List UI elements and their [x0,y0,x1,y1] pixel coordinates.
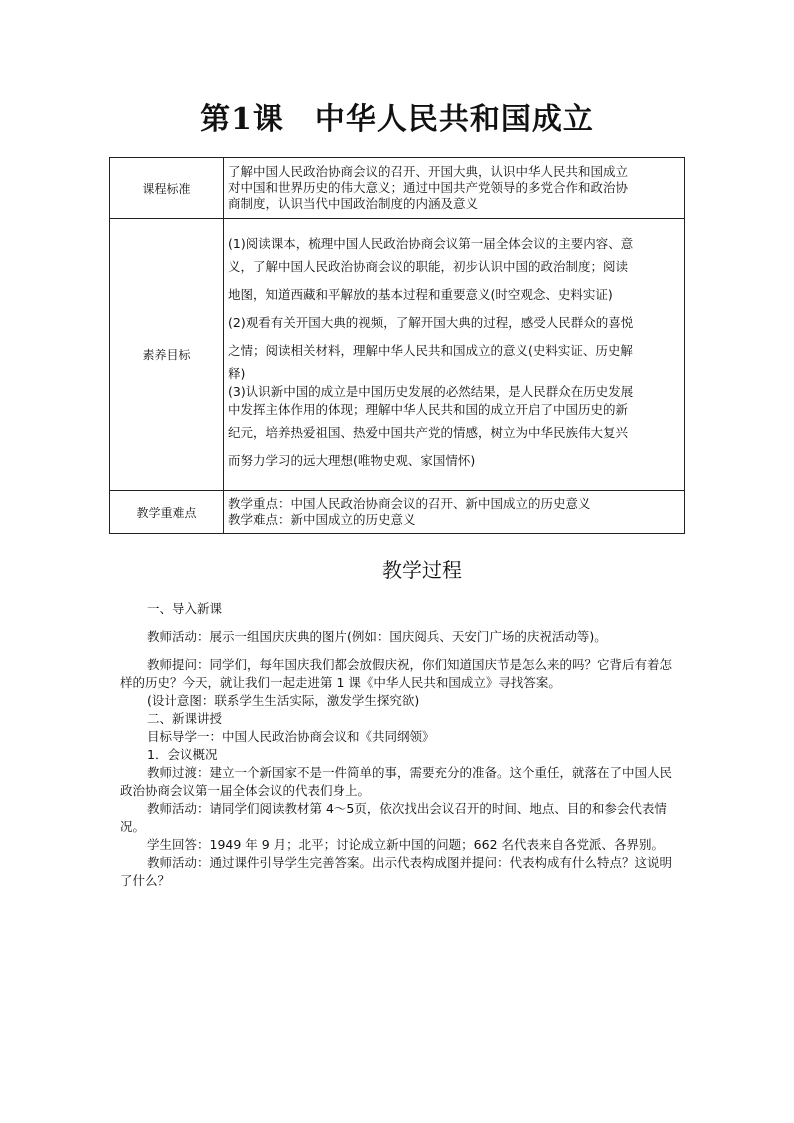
student-answer: 学生回答：1949 年 9 月；北平；讨论成立新中国的问题；662 名代表来自各党派、各界别。 [147,837,665,852]
focus-line: 教学难点：新中国成立的历史意义 [228,512,416,527]
goal-line: 释) [228,365,246,381]
standard-line: 对中国和世界历史的伟大意义；通过中国共产党领导的多党合作和政治协 [228,180,629,195]
goal-line: 之情；阅读相关材料，理解中华人民共和国成立的意义(史料实证、历史解 [228,342,633,358]
table-row-goals [110,219,685,491]
process-content [120,600,675,890]
focus-line: 教学重点：中国人民政治协商会议的召开、新中国成立的历史意义 [228,496,591,511]
goal-line: (1)阅读课本，梳理中国人民政治协商会议第一届全体会议的主要内容、意 [228,235,634,251]
table-row-focus [110,491,685,534]
goal-line: 而努力学习的远大理想(唯物史观、家国情怀) [228,452,476,468]
standard-line: 商制度，认识当代中国政治制度的内涵及意义 [228,196,479,211]
standard-label: 课程标准 [110,158,224,219]
teacher-activity-1: 教师活动：展示一组国庆庆典的图片(例如：国庆阅兵、天安门广场的庆祝活动等)。 [147,629,607,644]
teacher-question-1: 教师提问：同学们，每年国庆我们都会放假庆祝，你们知道国庆节是怎么来的吗？它背后有着怎样的历史？今天，就让我们一起走进第 1 课《中华人民共和国成立》寻找答案。 [120,657,673,690]
page-title: 第1课 中华人民共和国成立 [200,102,594,137]
standard-line: 了解中国人民政治协商会议的召开、开国大典，认识中华人民共和国成立 [228,164,629,179]
part2-title: 二、新课讲授 [147,711,223,726]
target-1: 目标导学一：中国人民政治协商会议和《共同纲领》 [147,729,435,744]
goals-label: 素养目标 [110,219,224,491]
item-1: 1．会议概况 [147,747,218,762]
teacher-activity-2: 教师活动：请同学们阅读教材第 4～5页，依次找出会议召开的时间、地点、目的和参会代表情况。 [120,801,667,834]
goals-content [224,219,685,491]
goal-line: 地图，知道西藏和平解放的基本过程和重要意义(时空观念、史料实证) [228,286,613,302]
goal-line: (2)观看有关开国大典的视频，了解开国大典的过程，感受人民群众的喜悦 [228,314,634,330]
standard-content [224,158,685,219]
goal-line: 义，了解中国人民政治协商会议的职能，初步认识中国的政治制度；阅读 [228,258,629,274]
design-intent: (设计意图：联系学生生活实际，激发学生探究欲) [147,693,420,708]
teacher-activity-3: 教师活动：通过课件引导学生完善答案。出示代表构成图并提问：代表构成有什么特点？这说明了什么？ [120,855,673,888]
teacher-transition: 教师过渡：建立一个新国家不是一件简单的事，需要充分的准备。这个重任，就落在了中国人民政治协商会议第一届全体会议的代表们身上。 [120,765,673,798]
table-row-standard [110,158,685,219]
goal-line: 纪元，培养热爱祖国、热爱中国共产党的情感，树立为中华民族伟大复兴 [228,424,629,440]
focus-label: 教学重难点 [110,491,224,534]
lesson-plan-table [109,157,685,534]
part1-title: 一、导入新课 [147,601,223,616]
goal-line: 中发挥主体作用的体现；理解中华人民共和国的成立开启了中国历史的新 [228,401,629,417]
goal-line: (3)认识新中国的成立是中国历史发展的必然结果，是人民群众在历史发展 [228,383,634,399]
process-heading: 教学过程 [382,558,462,582]
focus-content [224,491,685,534]
